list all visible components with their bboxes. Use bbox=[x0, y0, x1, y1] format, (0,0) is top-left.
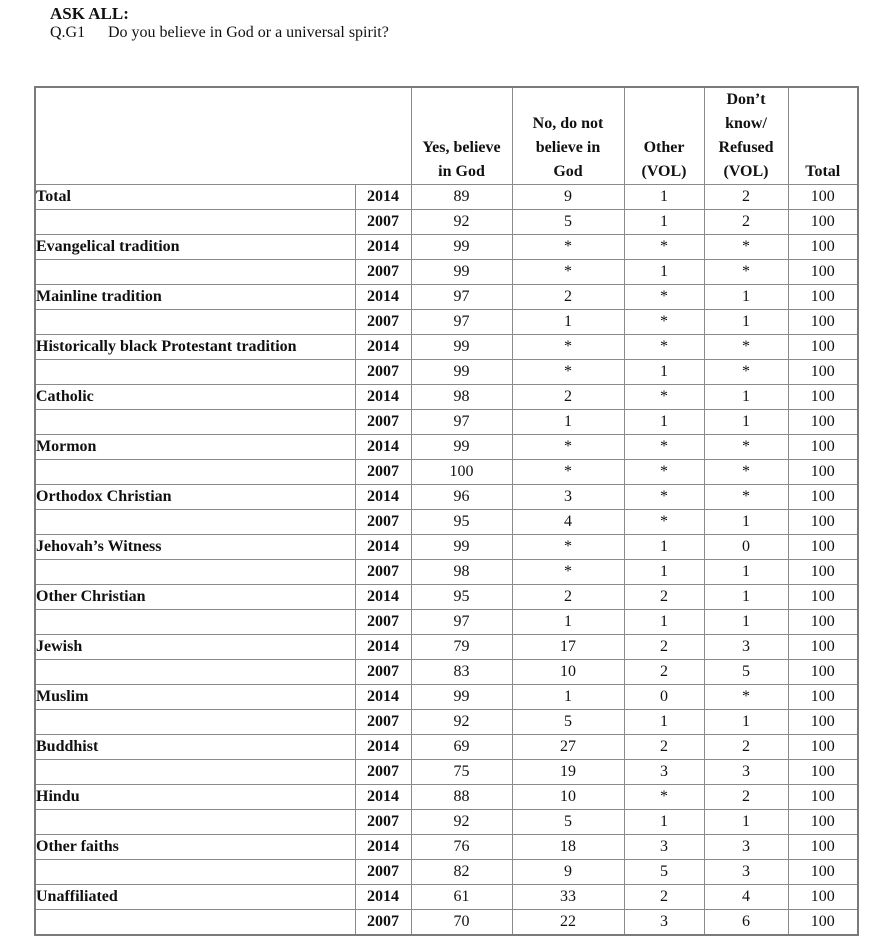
table-row bbox=[35, 360, 858, 385]
table-cell: 99 bbox=[411, 235, 512, 260]
row-year: 2014 bbox=[355, 585, 411, 610]
table-cell: 100 bbox=[788, 835, 858, 860]
table-row bbox=[35, 835, 858, 860]
row-group-label bbox=[35, 860, 355, 885]
row-group-label: Mormon bbox=[35, 435, 355, 460]
table-cell: 100 bbox=[788, 385, 858, 410]
table-row bbox=[35, 910, 858, 936]
row-year: 2007 bbox=[355, 260, 411, 285]
table-cell: 2 bbox=[512, 285, 624, 310]
table-cell: 1 bbox=[704, 610, 788, 635]
table-cell: * bbox=[624, 485, 704, 510]
question-number: Q.G1 bbox=[50, 24, 86, 41]
table-cell: 97 bbox=[411, 310, 512, 335]
table-cell: 100 bbox=[788, 435, 858, 460]
table-cell: 2 bbox=[624, 885, 704, 910]
table-cell: 17 bbox=[512, 635, 624, 660]
table-cell: 100 bbox=[788, 710, 858, 735]
table-row bbox=[35, 510, 858, 535]
row-group-label bbox=[35, 460, 355, 485]
table-cell: 100 bbox=[788, 260, 858, 285]
table-row bbox=[35, 660, 858, 685]
row-year: 2014 bbox=[355, 485, 411, 510]
col-header-dk bbox=[704, 87, 788, 185]
table-cell: 100 bbox=[788, 360, 858, 385]
row-year: 2007 bbox=[355, 860, 411, 885]
col-header-line: in God bbox=[438, 163, 485, 180]
table-cell: 1 bbox=[624, 610, 704, 635]
table-cell: 3 bbox=[704, 860, 788, 885]
row-group-label bbox=[35, 760, 355, 785]
table-cell: 9 bbox=[512, 185, 624, 210]
table-cell: 18 bbox=[512, 835, 624, 860]
table-cell: 82 bbox=[411, 860, 512, 885]
table-cell: * bbox=[512, 335, 624, 360]
row-group-label bbox=[35, 410, 355, 435]
table-cell: * bbox=[704, 460, 788, 485]
row-group-label bbox=[35, 210, 355, 235]
table-cell: 100 bbox=[788, 610, 858, 635]
col-header-line: God bbox=[553, 163, 583, 180]
table-cell: 2 bbox=[624, 735, 704, 760]
table-cell: 100 bbox=[788, 910, 858, 936]
row-group-label: Evangelical tradition bbox=[35, 235, 355, 260]
row-group-label bbox=[35, 710, 355, 735]
table-cell: 97 bbox=[411, 285, 512, 310]
row-year: 2014 bbox=[355, 385, 411, 410]
row-group-label bbox=[35, 910, 355, 936]
table-cell: 100 bbox=[788, 185, 858, 210]
table-cell: 100 bbox=[788, 460, 858, 485]
col-header-other bbox=[624, 87, 704, 185]
table-cell: 83 bbox=[411, 660, 512, 685]
table-cell: 100 bbox=[788, 735, 858, 760]
row-group-label bbox=[35, 310, 355, 335]
table-cell: 1 bbox=[704, 810, 788, 835]
row-year: 2007 bbox=[355, 310, 411, 335]
table-row bbox=[35, 310, 858, 335]
table-cell: 9 bbox=[512, 860, 624, 885]
table-cell: 97 bbox=[411, 410, 512, 435]
table-row bbox=[35, 335, 858, 360]
table-cell: 27 bbox=[512, 735, 624, 760]
table-row bbox=[35, 585, 858, 610]
table-cell: 98 bbox=[411, 560, 512, 585]
table-cell: * bbox=[512, 435, 624, 460]
table-cell: 3 bbox=[512, 485, 624, 510]
table-cell: 1 bbox=[704, 710, 788, 735]
question bbox=[50, 24, 389, 42]
table-cell: * bbox=[512, 460, 624, 485]
table-cell: 100 bbox=[788, 410, 858, 435]
table-cell: 99 bbox=[411, 360, 512, 385]
row-group-label bbox=[35, 610, 355, 635]
table-cell: 4 bbox=[512, 510, 624, 535]
row-group-label: Buddhist bbox=[35, 735, 355, 760]
table-cell: 79 bbox=[411, 635, 512, 660]
row-group-label: Historically black Protestant tradition bbox=[35, 335, 355, 360]
row-group-label: Jehovah’s Witness bbox=[35, 535, 355, 560]
table-cell: 1 bbox=[624, 260, 704, 285]
row-year: 2014 bbox=[355, 735, 411, 760]
table-cell: 88 bbox=[411, 785, 512, 810]
table-cell: 1 bbox=[624, 410, 704, 435]
table-cell: 100 bbox=[788, 585, 858, 610]
col-header-line: Yes, believe bbox=[422, 139, 501, 156]
row-year: 2014 bbox=[355, 885, 411, 910]
table-cell: * bbox=[624, 460, 704, 485]
row-group-label bbox=[35, 260, 355, 285]
table-cell: 75 bbox=[411, 760, 512, 785]
table-cell: 61 bbox=[411, 885, 512, 910]
table-cell: 100 bbox=[788, 235, 858, 260]
table-cell: 95 bbox=[411, 510, 512, 535]
col-header-line: Other bbox=[643, 139, 685, 156]
table-row bbox=[35, 410, 858, 435]
table-cell: 1 bbox=[624, 210, 704, 235]
col-header-line: Refused bbox=[718, 139, 774, 156]
row-group-label: Jewish bbox=[35, 635, 355, 660]
table-row bbox=[35, 235, 858, 260]
table-cell: 1 bbox=[704, 285, 788, 310]
table-cell: * bbox=[624, 385, 704, 410]
table-cell: 1 bbox=[704, 585, 788, 610]
table-cell: * bbox=[704, 235, 788, 260]
table-cell: 2 bbox=[704, 785, 788, 810]
table-cell: 2 bbox=[512, 585, 624, 610]
table-row bbox=[35, 810, 858, 835]
table-cell: * bbox=[624, 785, 704, 810]
table-cell: 0 bbox=[704, 535, 788, 560]
row-year: 2007 bbox=[355, 410, 411, 435]
table-row bbox=[35, 260, 858, 285]
table-cell: 3 bbox=[704, 835, 788, 860]
table-row bbox=[35, 610, 858, 635]
table-row bbox=[35, 485, 858, 510]
table-cell: * bbox=[624, 510, 704, 535]
table-cell: * bbox=[512, 235, 624, 260]
table-row bbox=[35, 385, 858, 410]
table-cell: * bbox=[624, 285, 704, 310]
table-cell: 5 bbox=[512, 810, 624, 835]
row-year: 2007 bbox=[355, 460, 411, 485]
table-cell: 1 bbox=[624, 710, 704, 735]
table-cell: * bbox=[704, 685, 788, 710]
row-year: 2007 bbox=[355, 510, 411, 535]
table-cell: 5 bbox=[512, 210, 624, 235]
table-cell: * bbox=[704, 485, 788, 510]
col-header-total bbox=[788, 87, 858, 185]
table-cell: * bbox=[624, 335, 704, 360]
table-cell: 1 bbox=[624, 560, 704, 585]
table-cell: 22 bbox=[512, 910, 624, 936]
table-cell: 4 bbox=[704, 885, 788, 910]
col-header-no bbox=[512, 87, 624, 185]
table-row bbox=[35, 785, 858, 810]
row-year: 2014 bbox=[355, 285, 411, 310]
table-cell: 100 bbox=[788, 285, 858, 310]
table-cell: 99 bbox=[411, 685, 512, 710]
table-row bbox=[35, 285, 858, 310]
table-cell: 70 bbox=[411, 910, 512, 936]
table-row bbox=[35, 535, 858, 560]
table-row bbox=[35, 635, 858, 660]
row-year: 2007 bbox=[355, 760, 411, 785]
table-row bbox=[35, 210, 858, 235]
table-cell: 99 bbox=[411, 260, 512, 285]
table-cell: * bbox=[512, 535, 624, 560]
table-cell: 3 bbox=[624, 910, 704, 936]
header-row bbox=[35, 87, 858, 185]
table-cell: * bbox=[704, 435, 788, 460]
row-year: 2007 bbox=[355, 660, 411, 685]
table-cell: 98 bbox=[411, 385, 512, 410]
row-group-label: Other Christian bbox=[35, 585, 355, 610]
table-cell: * bbox=[512, 260, 624, 285]
row-group-label: Other faiths bbox=[35, 835, 355, 860]
table-cell: 2 bbox=[704, 210, 788, 235]
table-cell: 96 bbox=[411, 485, 512, 510]
table-cell: 92 bbox=[411, 810, 512, 835]
table-cell: * bbox=[704, 360, 788, 385]
table-cell: 100 bbox=[788, 210, 858, 235]
table-cell: 100 bbox=[788, 510, 858, 535]
table-cell: 99 bbox=[411, 535, 512, 560]
table-cell: 1 bbox=[704, 310, 788, 335]
table-cell: 97 bbox=[411, 610, 512, 635]
table-cell: 2 bbox=[704, 735, 788, 760]
table-cell: 2 bbox=[624, 635, 704, 660]
col-header-yes bbox=[411, 87, 512, 185]
table-cell: 2 bbox=[512, 385, 624, 410]
col-header-line: (VOL) bbox=[723, 163, 769, 180]
table-cell: 100 bbox=[788, 810, 858, 835]
row-group-label: Hindu bbox=[35, 785, 355, 810]
table-cell: 95 bbox=[411, 585, 512, 610]
table-cell: 100 bbox=[411, 460, 512, 485]
row-year: 2014 bbox=[355, 785, 411, 810]
table-cell: 3 bbox=[704, 635, 788, 660]
row-group-label: Mainline tradition bbox=[35, 285, 355, 310]
row-year: 2007 bbox=[355, 360, 411, 385]
row-year: 2014 bbox=[355, 435, 411, 460]
table-cell: 76 bbox=[411, 835, 512, 860]
table-cell: 1 bbox=[624, 535, 704, 560]
table-cell: 1 bbox=[624, 185, 704, 210]
table-cell: 33 bbox=[512, 885, 624, 910]
results-table bbox=[34, 86, 859, 936]
row-year: 2014 bbox=[355, 235, 411, 260]
ask-all-label: ASK ALL: bbox=[50, 4, 129, 23]
table-cell: 100 bbox=[788, 860, 858, 885]
row-group-label bbox=[35, 660, 355, 685]
table-cell: 99 bbox=[411, 435, 512, 460]
table-cell: 1 bbox=[512, 610, 624, 635]
table-cell: 1 bbox=[512, 310, 624, 335]
table-cell: 2 bbox=[624, 585, 704, 610]
table-cell: * bbox=[512, 360, 624, 385]
table-row bbox=[35, 460, 858, 485]
col-header-line: (VOL) bbox=[641, 163, 687, 180]
table-cell: 100 bbox=[788, 485, 858, 510]
table-cell: 100 bbox=[788, 885, 858, 910]
table-cell: 3 bbox=[624, 835, 704, 860]
table-cell: * bbox=[624, 235, 704, 260]
table-cell: 5 bbox=[624, 860, 704, 885]
row-group-label bbox=[35, 560, 355, 585]
table-row bbox=[35, 560, 858, 585]
table-row bbox=[35, 760, 858, 785]
table-cell: 1 bbox=[624, 810, 704, 835]
row-group-label bbox=[35, 810, 355, 835]
table-cell: 100 bbox=[788, 560, 858, 585]
table-cell: 10 bbox=[512, 660, 624, 685]
row-group-label: Unaffiliated bbox=[35, 885, 355, 910]
row-group-label: Catholic bbox=[35, 385, 355, 410]
table-cell: 92 bbox=[411, 710, 512, 735]
table-cell: 2 bbox=[704, 185, 788, 210]
table-cell: 100 bbox=[788, 535, 858, 560]
table-cell: 92 bbox=[411, 210, 512, 235]
table-cell: 100 bbox=[788, 760, 858, 785]
question-text: Do you believe in God or a universal spirit? bbox=[108, 24, 389, 41]
row-group-label bbox=[35, 360, 355, 385]
row-year: 2007 bbox=[355, 810, 411, 835]
table-cell: 100 bbox=[788, 635, 858, 660]
table-cell: * bbox=[704, 260, 788, 285]
row-year: 2007 bbox=[355, 210, 411, 235]
row-year: 2014 bbox=[355, 635, 411, 660]
table-body bbox=[35, 185, 858, 936]
row-group-label: Total bbox=[35, 185, 355, 210]
table-row bbox=[35, 885, 858, 910]
table-cell: * bbox=[624, 435, 704, 460]
row-year: 2014 bbox=[355, 535, 411, 560]
table-cell: 2 bbox=[624, 660, 704, 685]
table-cell: 100 bbox=[788, 685, 858, 710]
row-year: 2014 bbox=[355, 335, 411, 360]
table-cell: 19 bbox=[512, 760, 624, 785]
row-year: 2014 bbox=[355, 185, 411, 210]
table-cell: * bbox=[512, 560, 624, 585]
table-row bbox=[35, 685, 858, 710]
row-year: 2014 bbox=[355, 685, 411, 710]
table-row bbox=[35, 710, 858, 735]
col-header-line: Don’t bbox=[726, 91, 766, 108]
table-cell: 5 bbox=[704, 660, 788, 685]
row-year: 2007 bbox=[355, 710, 411, 735]
row-group-label: Muslim bbox=[35, 685, 355, 710]
table-cell: 1 bbox=[704, 385, 788, 410]
table-cell: 100 bbox=[788, 310, 858, 335]
table-cell: 5 bbox=[512, 710, 624, 735]
table-cell: * bbox=[624, 310, 704, 335]
table-cell: 99 bbox=[411, 335, 512, 360]
table-cell: 100 bbox=[788, 660, 858, 685]
table-cell: 89 bbox=[411, 185, 512, 210]
row-group-label: Orthodox Christian bbox=[35, 485, 355, 510]
table-cell: 3 bbox=[704, 760, 788, 785]
col-header-line: No, do not bbox=[532, 115, 604, 132]
table-cell: 1 bbox=[704, 560, 788, 585]
header-blank bbox=[35, 87, 411, 185]
table-row bbox=[35, 860, 858, 885]
table-cell: 10 bbox=[512, 785, 624, 810]
col-header-line: know/ bbox=[725, 115, 767, 132]
table-row bbox=[35, 435, 858, 460]
col-header-line: Total bbox=[805, 163, 841, 180]
row-group-label bbox=[35, 510, 355, 535]
table-cell: 1 bbox=[512, 410, 624, 435]
col-header-line: believe in bbox=[535, 139, 601, 156]
table-cell: 3 bbox=[624, 760, 704, 785]
table-cell: 6 bbox=[704, 910, 788, 936]
table-cell: * bbox=[704, 335, 788, 360]
table-cell: 0 bbox=[624, 685, 704, 710]
row-year: 2007 bbox=[355, 910, 411, 936]
table-cell: 1 bbox=[704, 510, 788, 535]
table-cell: 100 bbox=[788, 335, 858, 360]
row-year: 2014 bbox=[355, 835, 411, 860]
table-row bbox=[35, 735, 858, 760]
table-cell: 69 bbox=[411, 735, 512, 760]
table-cell: 1 bbox=[704, 410, 788, 435]
table-row bbox=[35, 185, 858, 210]
table-cell: 1 bbox=[512, 685, 624, 710]
row-year: 2007 bbox=[355, 610, 411, 635]
table-cell: 1 bbox=[624, 360, 704, 385]
row-year: 2007 bbox=[355, 560, 411, 585]
table-cell: 100 bbox=[788, 785, 858, 810]
